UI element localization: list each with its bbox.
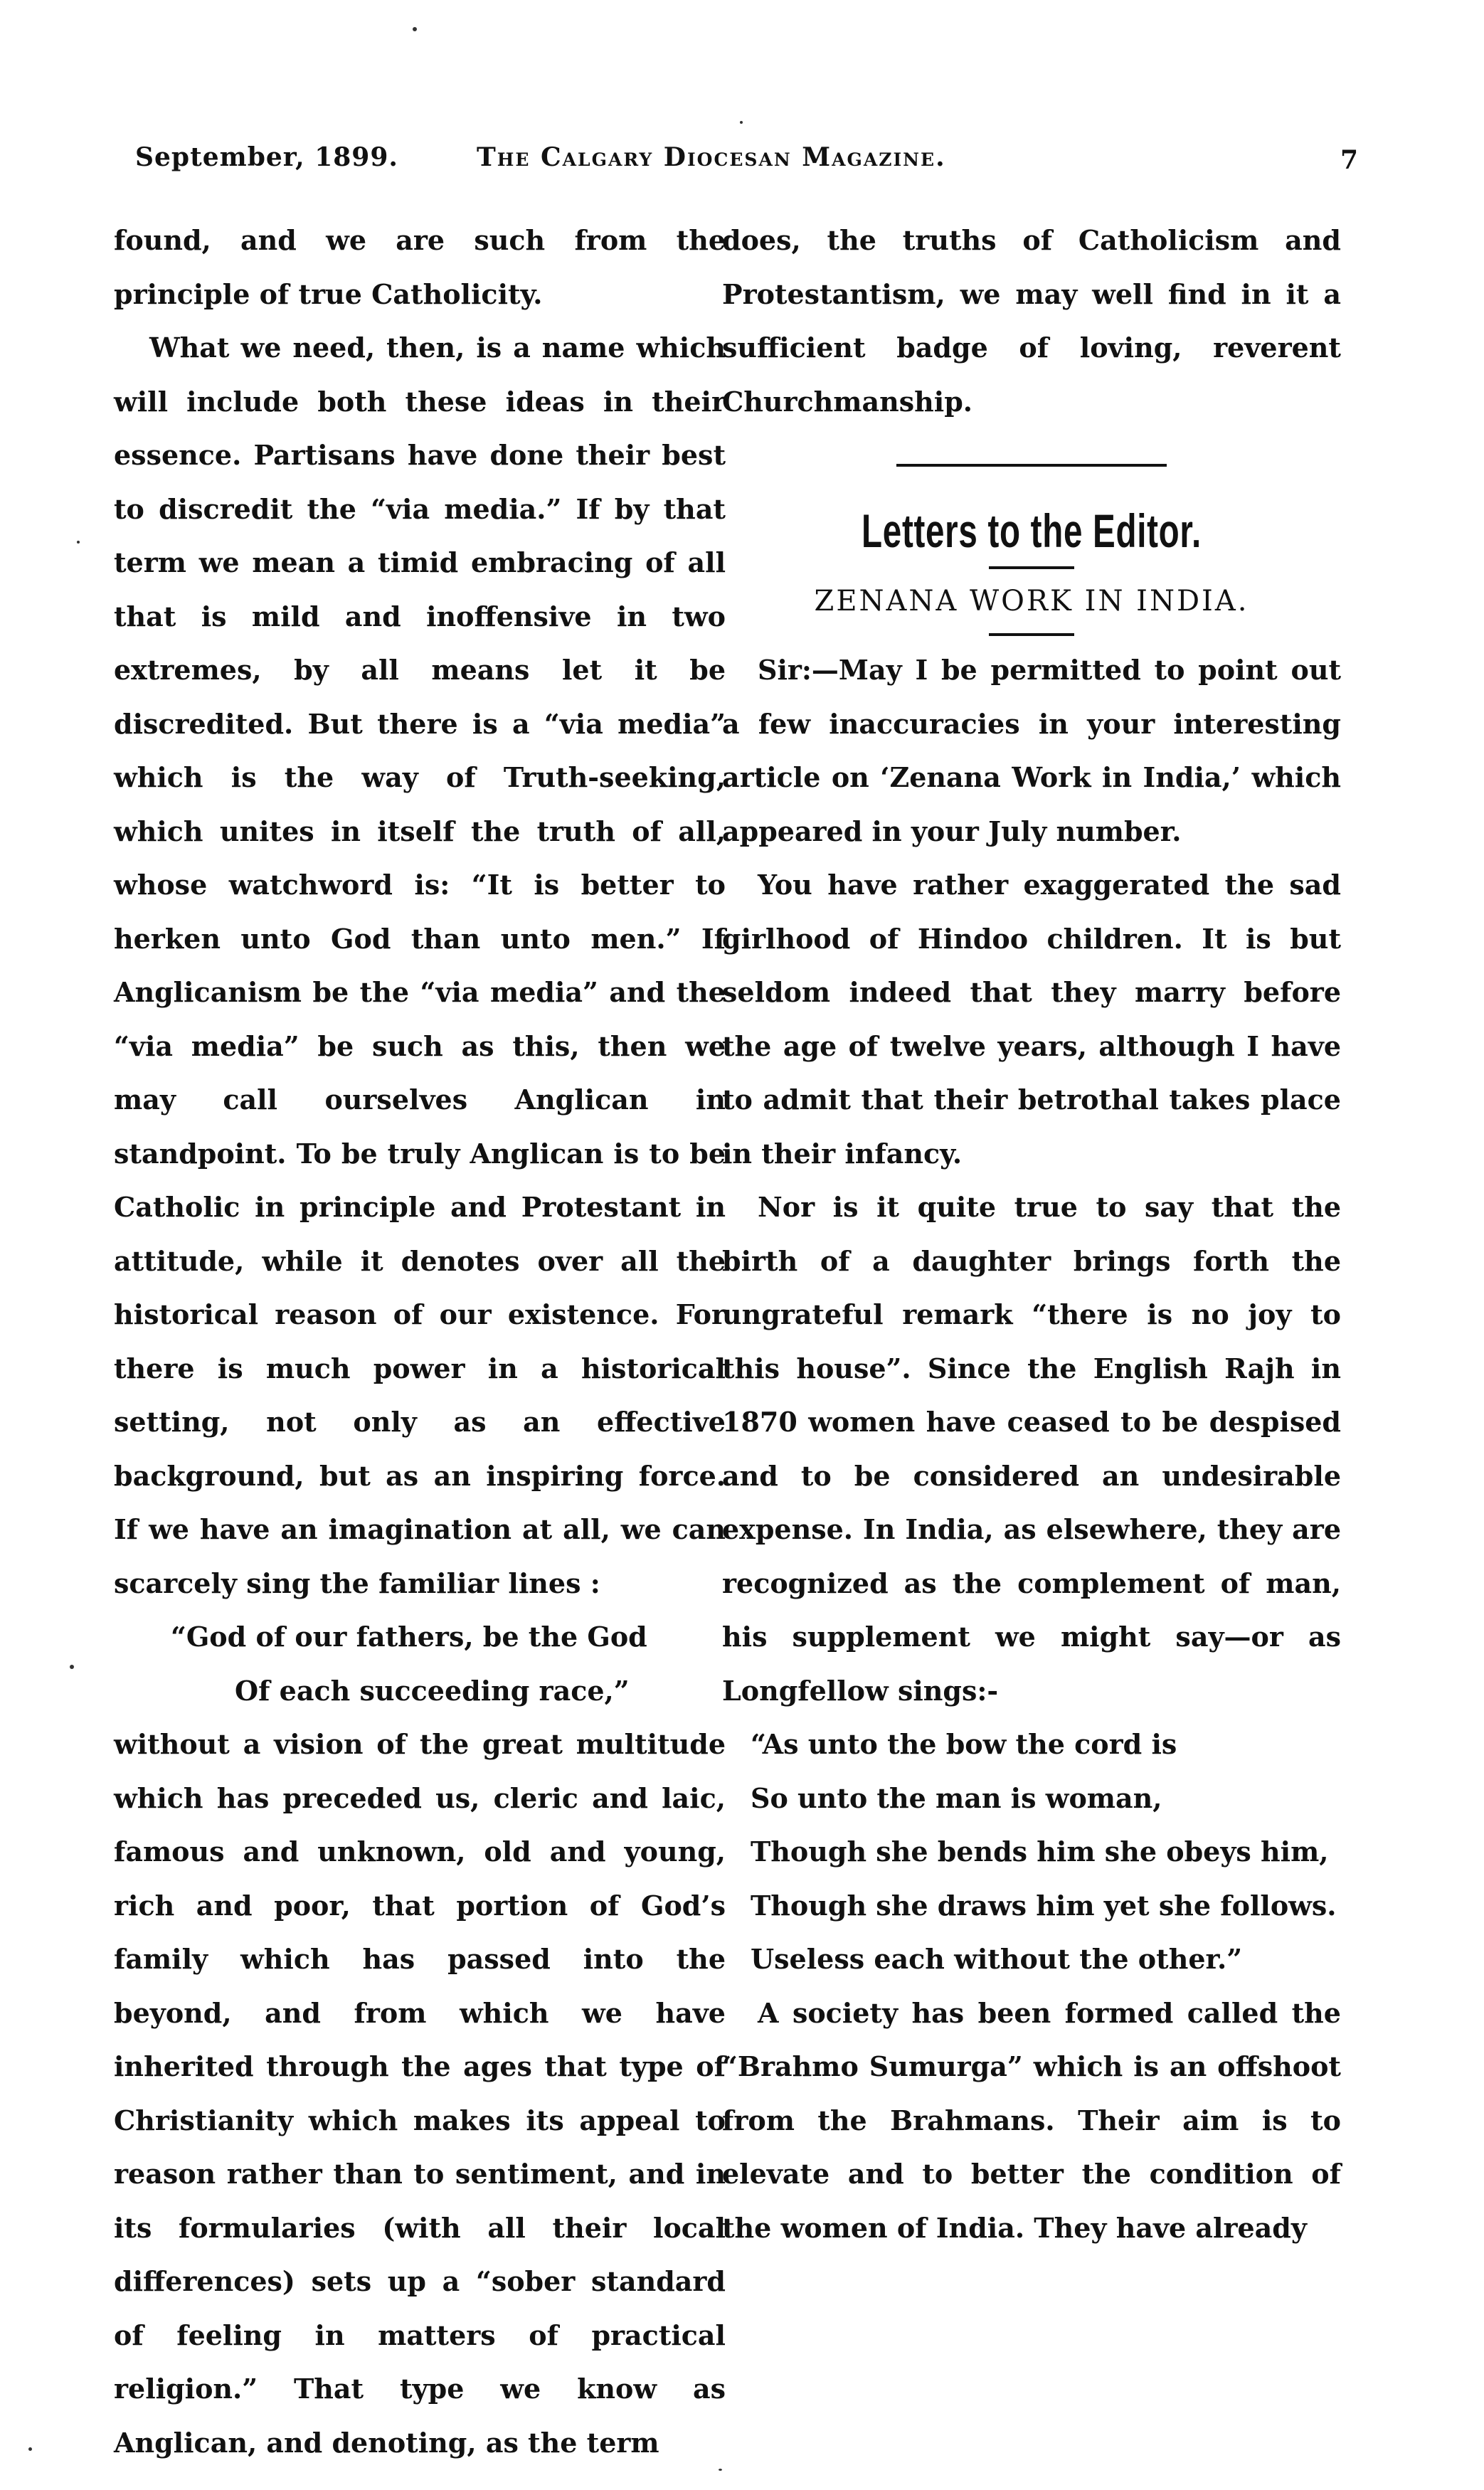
left-paragraph-1: found, and we are such from the principle of true Catholicity. — [114, 224, 726, 310]
right-paragraph-5: A society has been formed called the “Brahmo Sumurga” which is an offshoot from the Brahmans. Their aim is to elevate and to better the condition of the women of India. They have already — [722, 1996, 1341, 2244]
left-paragraph-3: without a vision of the great multitude which has preceded us, cleric and laic, famous and unknown, old and young, rich and poor, that portion of God’s family which has passed into the beyond, and from which we have inherited through the ages that type of Christianity which makes its appeal to reason rather than to sentiment, and in its formularies (with all their local differences) sets up a “sober standard of feeling in matters of practical religion.” That type we know as Anglican, and denoting, as the term — [114, 1728, 726, 2459]
poem-line: “As unto the bow the cord is — [751, 1728, 1177, 1760]
poem-line: Useless each without the other.” — [751, 1943, 1243, 1975]
scan-speck — [77, 541, 80, 544]
verse-line-1: “God of our fathers, be the God — [171, 1621, 647, 1653]
header-date: September, 1899. — [135, 142, 398, 172]
right-paragraph-2: Sir:—May I be permitted to point out a few inaccuracies in your interesting article on ‘Zenana Work in India,’ which appeared in your July number. — [722, 654, 1341, 847]
header-title: The Calgary Diocesan Magazine. — [477, 142, 946, 172]
left-paragraph-2: What we need, then, is a name which will include both these ideas in their essence. Partisans have done their best to discredit the “via media.” If by that term we mean a timid embracing of all that is mild and inoffensive in two extremes, by all means let it be discredited. But there is a “via media” which is the way of Truth-seeking, which unites in itself the truth of all, whose watchword is: “It is better to herken unto God than unto men.” If Anglicanism be the “via media” and the “via media” be such as this, then we may call ourselves Anglican in standpoint. To be truly Anglican is to be Catholic in principle and Protestant in attitude, while it denotes over all the historical reason of our existence. For there is much power in a historical setting, not only as an effective background, but as an inspiring force. If we have an imagination at all, we can scarcely sing the familiar lines : — [114, 332, 726, 1599]
page-header — [135, 142, 1359, 192]
poem-line: Though she draws him yet she follows. — [751, 1889, 1337, 1922]
poem-line: Though she bends him she obeys him, — [751, 1835, 1329, 1868]
verse-line-2: Of each succeeding race,” — [235, 1674, 630, 1707]
scan-speck — [719, 2469, 722, 2471]
heading-rule-bottom — [989, 633, 1074, 636]
scan-speck — [740, 121, 743, 124]
section-heading: Letters to the Editor. — [862, 504, 1202, 557]
left-column — [114, 213, 726, 2469]
right-paragraph-3: You have rather exaggerated the sad girlhood of Hindoo children. It is but seldom indeed that they marry before the age of twelve years, although I have to admit that their betrothal takes place in their infancy. — [722, 869, 1341, 1170]
page-number: 7 — [1340, 145, 1359, 175]
scan-speck — [413, 27, 417, 31]
scan-speck — [28, 2447, 32, 2451]
right-paragraph-4: Nor is it quite true to say that the birth of a daughter brings forth the ungrateful remark “there is no joy to this house”. Since the English Rajh in 1870 women have ceased to be despised and to be considered an undesirable expense. In India, as elsewhere, they are recognized as the complement of man, his supplement we might say—or as Longfellow sings:- — [722, 1191, 1341, 1707]
right-paragraph-1: does, the truths of Catholicism and Protestantism, we may well find in it a sufficient badge of loving, reverent Churchmanship. — [722, 224, 1341, 418]
scan-speck — [70, 1665, 74, 1669]
section-divider — [896, 464, 1167, 467]
poem-line: So unto the man is woman, — [751, 1781, 1162, 1814]
article-subheading: ZENANA WORK IN INDIA. — [814, 585, 1249, 618]
right-column — [722, 213, 1341, 2255]
